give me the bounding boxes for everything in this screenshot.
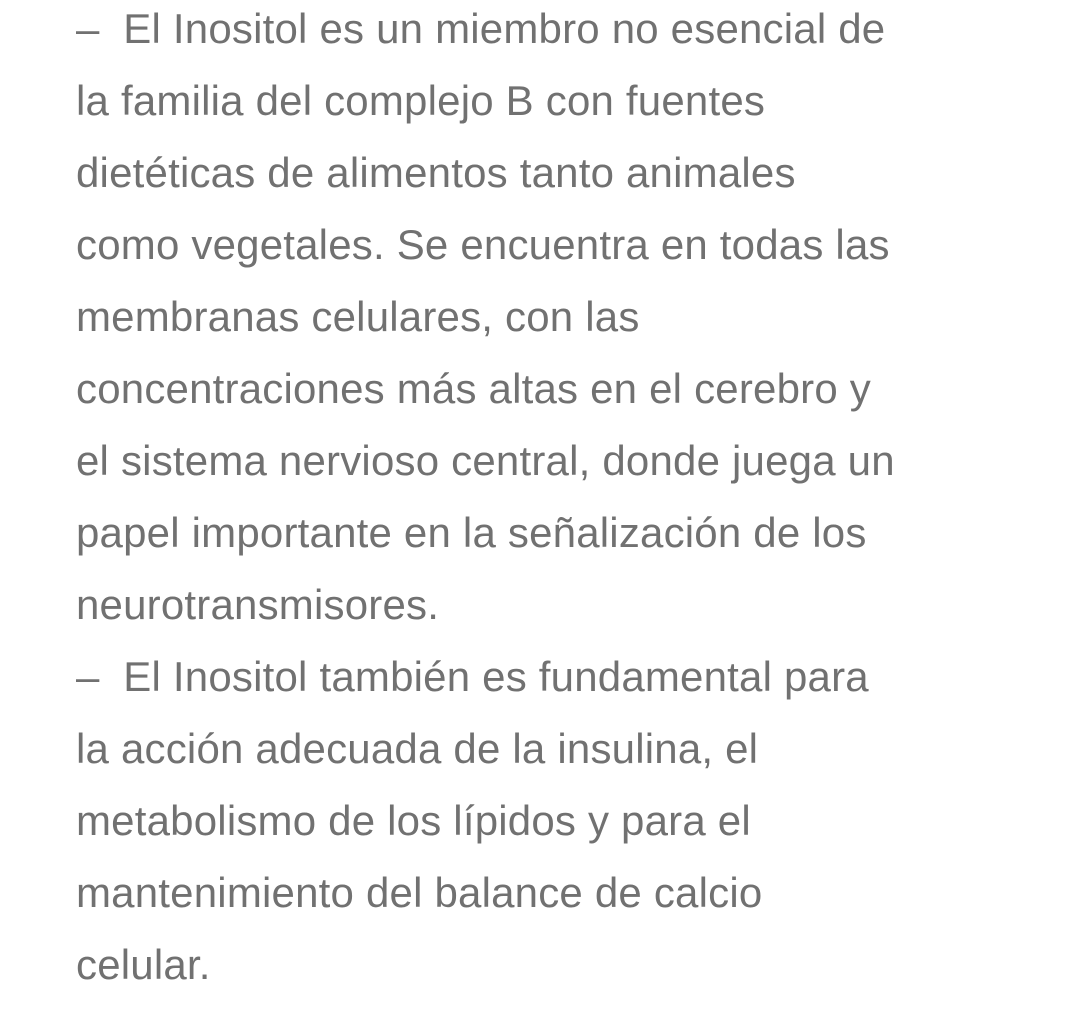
text-line: membranas celulares, con las bbox=[76, 293, 640, 340]
text-line: – El Inositol también es fundamental para bbox=[76, 653, 869, 700]
text-line: – El Inositol es un miembro no esencial de bbox=[76, 5, 886, 52]
text-line: concentraciones más altas en el cerebro y bbox=[76, 365, 871, 412]
text-line: metabolismo de los lípidos y para el bbox=[76, 797, 751, 844]
text-line: mantenimiento del balance de calcio bbox=[76, 869, 763, 916]
text-line: dietéticas de alimentos tanto animales bbox=[76, 149, 796, 196]
text-line: el sistema nervioso central, donde juega un bbox=[76, 437, 895, 484]
text-line: la acción adecuada de la insulina, el bbox=[76, 725, 759, 772]
text-line: papel importante en la señalización de los bbox=[76, 509, 867, 556]
text-line: celular. bbox=[76, 941, 211, 988]
text-line: neurotransmisores. bbox=[76, 581, 440, 628]
text-line: la familia del complejo B con fuentes bbox=[76, 77, 766, 124]
text-line: como vegetales. Se encuentra en todas las bbox=[76, 221, 890, 268]
